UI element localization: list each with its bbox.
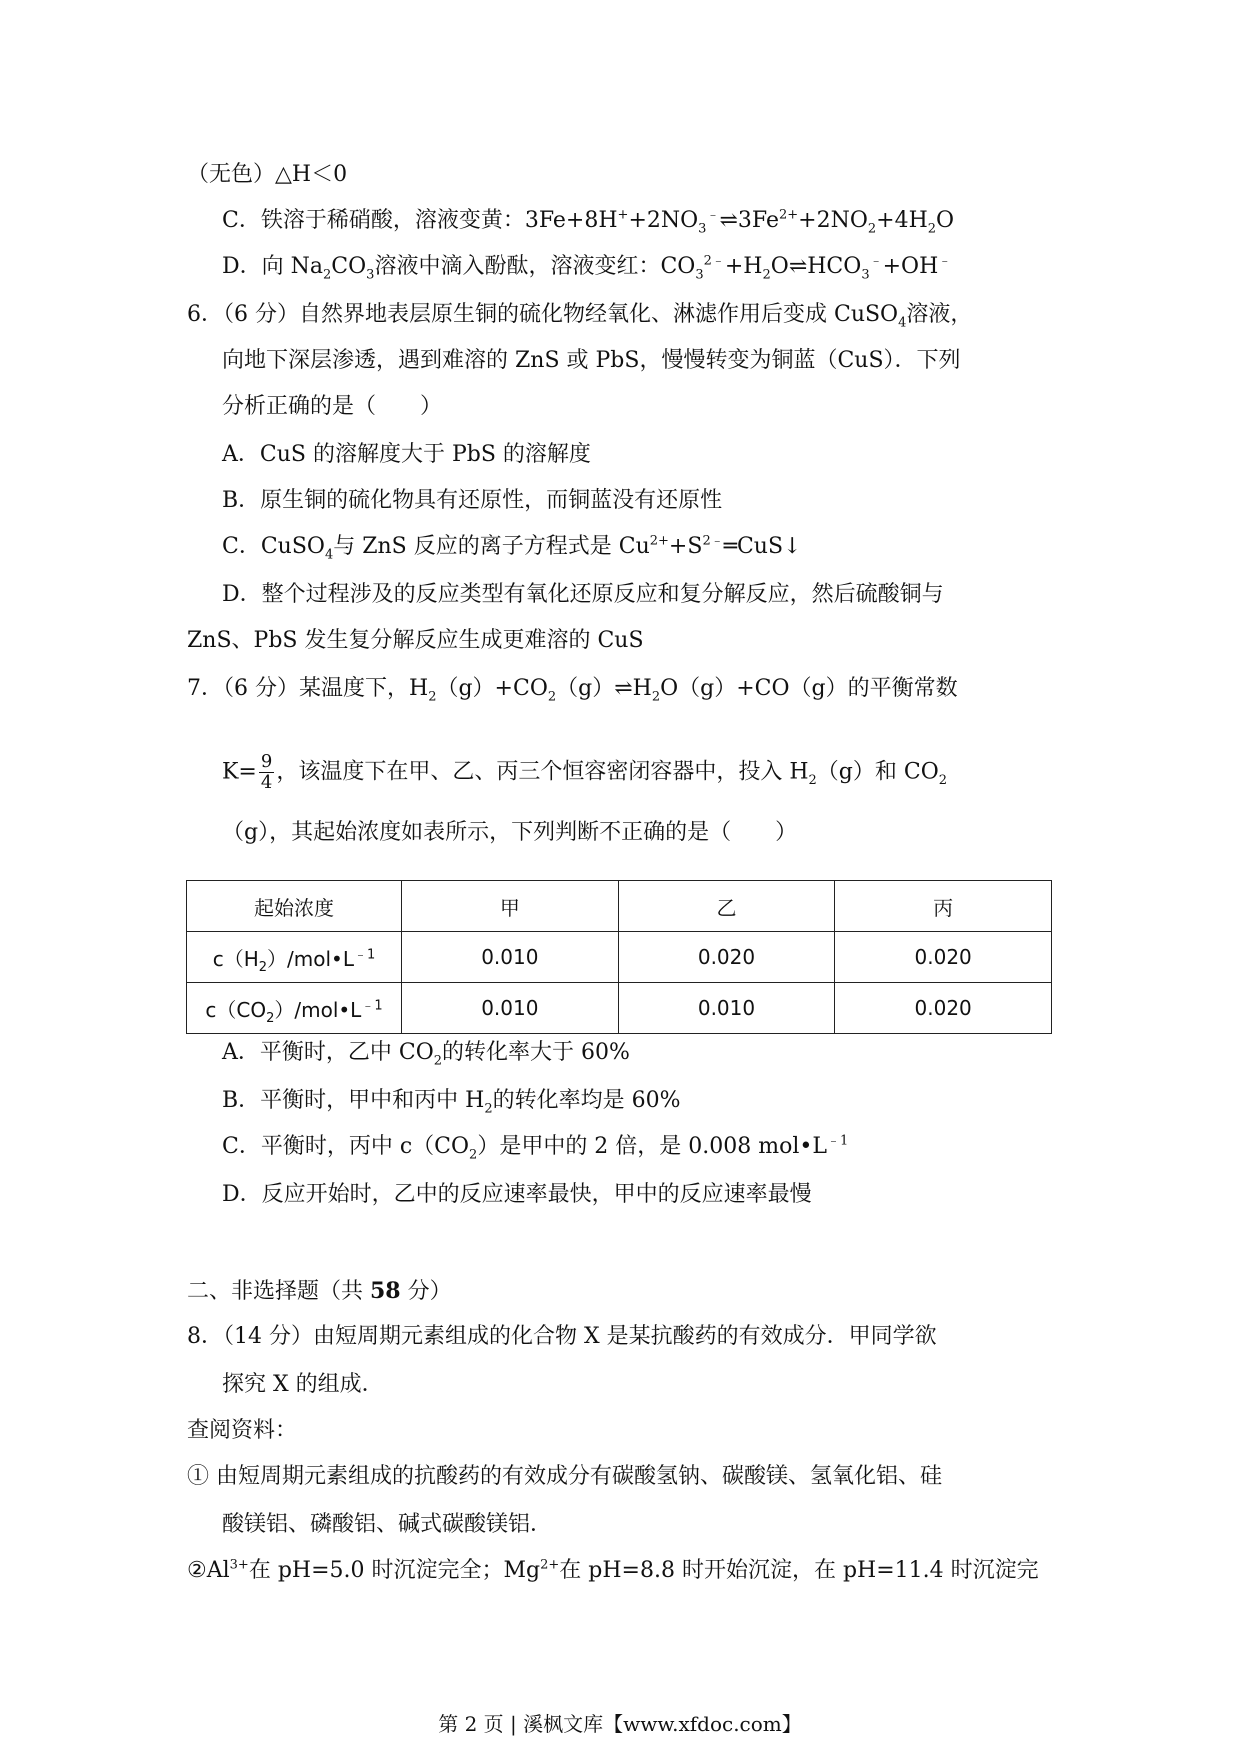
table-cell: 0.020 xyxy=(835,932,1052,983)
page-footer: 第 2 页 | 溪枫文库【www.xfdoc.com】 xyxy=(438,1712,802,1736)
option-c-q7: C．平衡时，丙中 $c(CO_2)$是甲中的 2 倍，是 0.008 $mol•L^{﹣1}$ xyxy=(222,1133,849,1163)
option-c-q6: C．CuSO$_4$与 ZnS 反应的离子方程式是 $Cu^{2+}+S^{2﹣}═CuS↓$ xyxy=(222,533,802,563)
option-d-q6: D．整个过程涉及的反应类型有氧化还原反应和复分解反应，然后硫酸铜与 xyxy=(222,582,944,607)
text-line: 查阅资料： xyxy=(187,1418,298,1443)
text-line: 酸镁铝、磷酸铝、碱式碳酸镁铝． xyxy=(222,1512,553,1537)
table-cell: 0.020 xyxy=(835,983,1052,1034)
text-line: 探究 X 的组成． xyxy=(222,1372,384,1397)
section-heading: 二、非选择题（共 58 分） xyxy=(187,1278,452,1304)
option-d-q7: D．反应开始时，乙中的反应速率最快，甲中的反应速率最慢 xyxy=(222,1182,812,1207)
question-7-stem: 7．（6 分）某温度下，$H_2(g)+CO_2(g)\rightleftharpoons H_2O(g)+CO(g)$的平衡常数 xyxy=(187,676,958,705)
text-line: 分析正确的是（ ） xyxy=(222,394,443,419)
concentration-table xyxy=(186,880,1052,1034)
row-label-h2: $c(H_2)/mol•L^{﹣1}$ xyxy=(187,932,402,983)
option-a-q6: A．CuS 的溶解度大于 PbS 的溶解度 xyxy=(222,442,591,467)
question-8-stem: 8．（14 分）由短周期元素组成的化合物 X 是某抗酸药的有效成分．甲同学欲 xyxy=(187,1324,937,1349)
table-cell: 0.010 xyxy=(402,932,619,983)
question-6-stem: 6．（6 分）自然界地表层原生铜的硫化物经氧化、淋滤作用后变成 CuSO$_4$溶液， xyxy=(187,302,973,331)
reference-item-2: $②Al^{3+}$在 pH=5.0 时沉淀完全；$Mg^{2+}$在 pH=8.8 时开始沉淀，在 pH=11.4 时沉淀完 xyxy=(187,1557,1039,1583)
table-cell: 0.010 xyxy=(402,983,619,1034)
option-b-q7: B．平衡时，甲中和丙中 $H_2$的转化率均是 60% xyxy=(222,1088,681,1117)
fraction: $\frac{9}{4}$ xyxy=(260,751,273,793)
option-d-q5: D．向 $Na_2CO_3$溶液中滴入酚酞，溶液变红：$CO_3^{2﹣}+H_2O\rightleftharpoons HCO_3^﹣+OH^﹣$ xyxy=(222,253,952,283)
table-header-cell: 甲 xyxy=(402,881,619,932)
table-header-cell: 起始浓度 xyxy=(187,881,402,932)
table-header-cell: 丙 xyxy=(835,881,1052,932)
text-line: （g），其起始浓度如表所示，下列判断不正确的是（ ） xyxy=(222,820,798,845)
table-cell: 0.010 xyxy=(618,983,835,1034)
table-cell: 0.020 xyxy=(618,932,835,983)
equilibrium-constant-line: K= $\frac{9}{4}$ ，该温度下在甲、乙、丙三个恒容密闭容器中，投入 $H_2(g)$和 $CO_2$ xyxy=(222,751,948,793)
option-b-q6: B．原生铜的硫化物具有还原性，而铜蓝没有还原性 xyxy=(222,488,723,513)
row-label-co2: $c(CO_2)/mol•L^{﹣1}$ xyxy=(187,983,402,1034)
reference-item-1: ① 由短周期元素组成的抗酸药的有效成分有碳酸氢钠、碳酸镁、氢氧化铝、硅 xyxy=(187,1464,942,1489)
table-header-row xyxy=(187,881,1052,932)
text-line: 向地下深层渗透，遇到难溶的 ZnS 或 PbS，慢慢转变为铜蓝（CuS）．下列 xyxy=(222,348,961,373)
text-line: ZnS、PbS 发生复分解反应生成更难溶的 CuS xyxy=(187,628,644,653)
table-row xyxy=(187,983,1052,1034)
table-header-cell: 乙 xyxy=(618,881,835,932)
table-row xyxy=(187,932,1052,983)
option-a-q7: A．平衡时，乙中 $CO_2$的转化率大于 60% xyxy=(222,1040,630,1069)
text-line: （无色）△H＜0 xyxy=(187,162,348,187)
option-c-q5: C．铁溶于稀硝酸，溶液变黄：$3Fe+8H^++2NO_3^﹣\rightleftharpoons 3Fe^{2+}+2NO_2+4H_2O$ xyxy=(222,207,955,237)
